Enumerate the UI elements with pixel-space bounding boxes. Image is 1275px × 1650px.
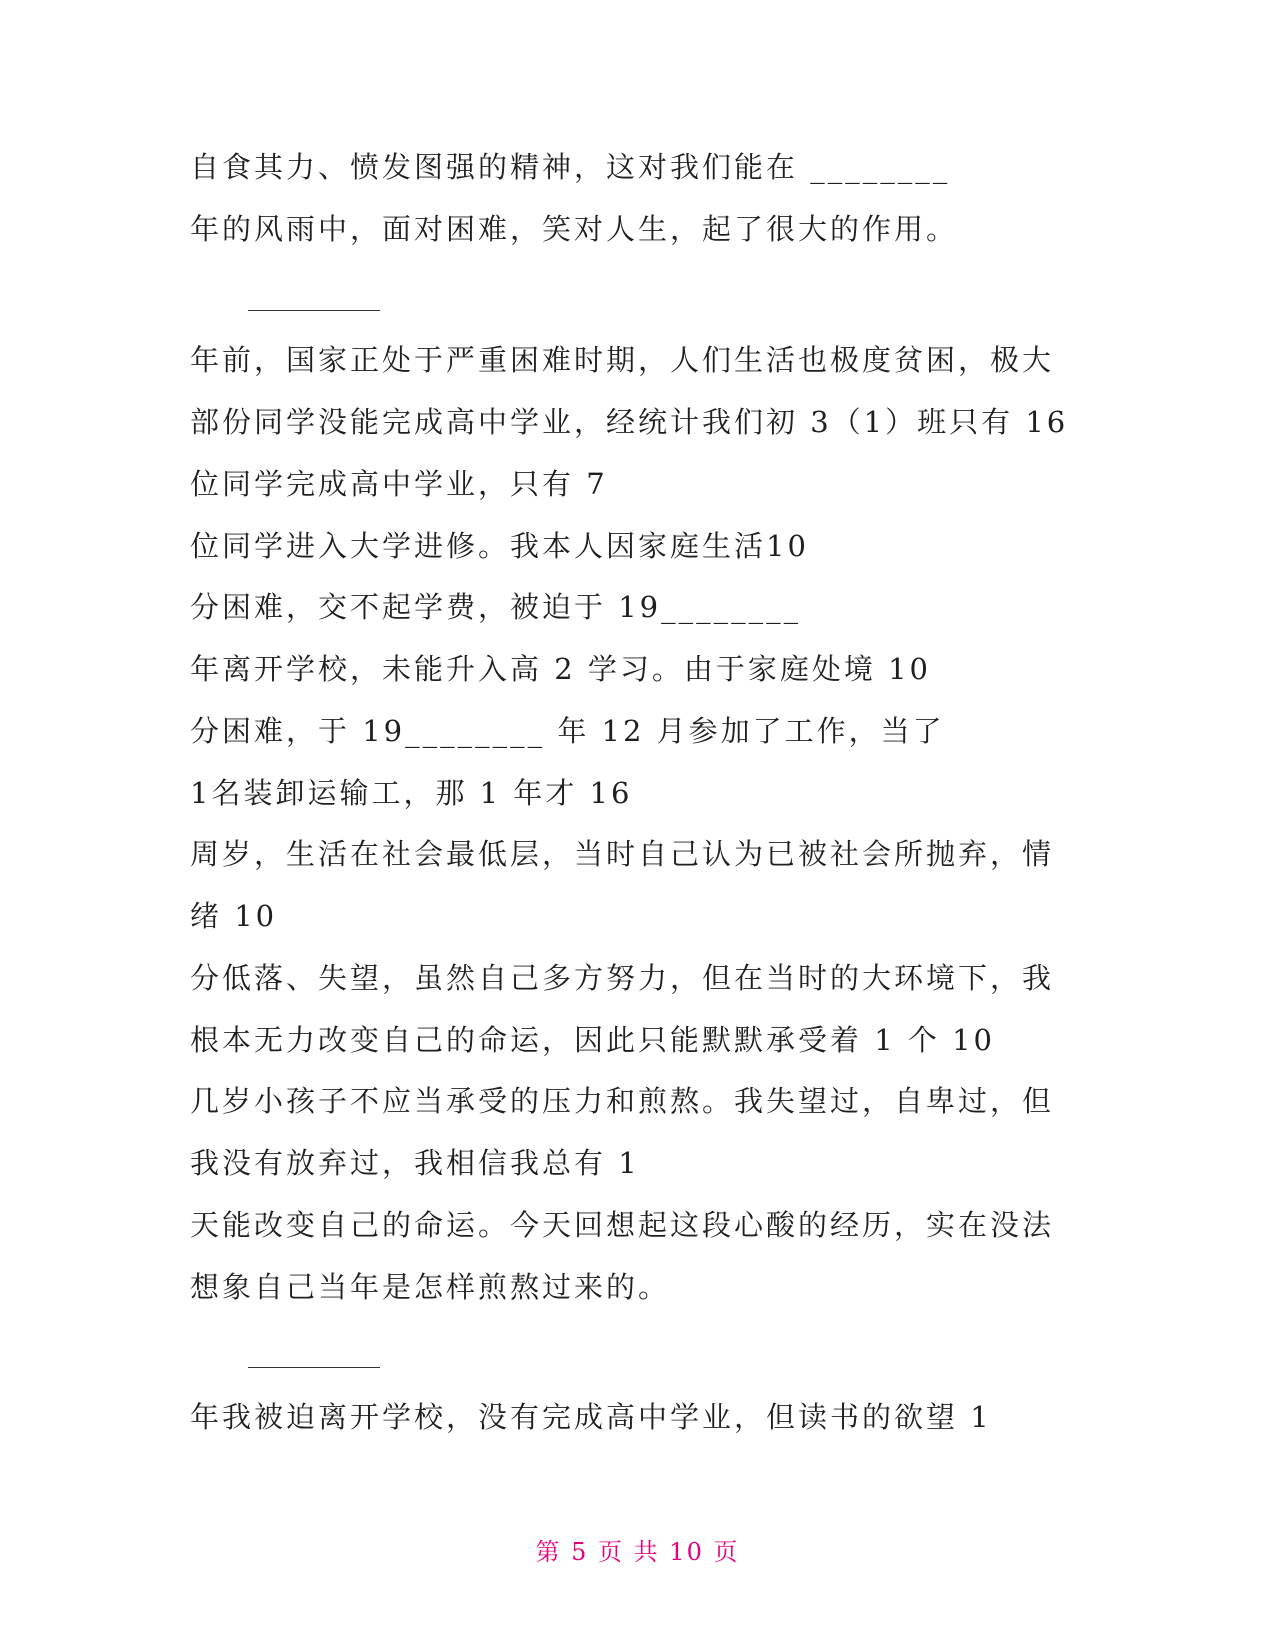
text-line-17: 天能改变自己的命运。今天回想起这段心酸的经历，实在没法 — [190, 1208, 1055, 1242]
text-line-12: 绪 10 — [190, 899, 278, 933]
text-line-6: 位同学进入大学进修。我本人因家庭生活10 — [190, 529, 809, 563]
text-line-4: 部份同学没能完成高中学业，经统计我们初 3（1）班只有 16 — [190, 405, 1069, 439]
text-line-9: 分困难，于 19________ 年 12 月参加了工作，当了 — [190, 714, 945, 748]
text-line-5: 位同学完成高中学业，只有 7 — [190, 467, 608, 501]
text-line-19: 年我被迫离开学校，没有完成高中学业，但读书的欲望 1 — [190, 1400, 992, 1434]
text-line-14: 根本无力改变自己的命运，因此只能默默承受着 1 个 10 — [190, 1023, 996, 1057]
text-line-3: 年前，国家正处于严重困难时期，人们生活也极度贫困，极大 — [190, 343, 1055, 377]
text-line-13: 分低落、失望，虽然自己多方努力，但在当时的大环境下，我 — [190, 961, 1055, 995]
text-line-1: 自食其力、愤发图强的精神，这对我们能在 ________ — [190, 150, 951, 184]
text-line-11: 周岁，生活在社会最低层，当时自己认为已被社会所抛弃，情 — [190, 837, 1055, 871]
text-line-18: 想象自己当年是怎样煎熬过来的。 — [190, 1270, 671, 1304]
page-number-footer: 第 5 页 共 10 页 — [535, 1538, 740, 1566]
text-line-10: 1名装卸运输工，那 1 年才 16 — [190, 776, 633, 810]
text-line-16: 我没有放弃过，我相信我总有 1 — [190, 1146, 640, 1180]
blank-underline — [248, 1367, 380, 1368]
text-line-7: 分困难，交不起学费，被迫于 19________ — [190, 590, 802, 624]
text-line-2: 年的风雨中，面对困难，笑对人生，起了很大的作用。 — [190, 212, 959, 246]
blank-underline — [248, 310, 380, 311]
text-line-15: 几岁小孩子不应当承受的压力和煎熬。我失望过，自卑过，但 — [190, 1084, 1055, 1118]
text-line-8: 年离开学校，未能升入高 2 学习。由于家庭处境 10 — [190, 652, 932, 686]
